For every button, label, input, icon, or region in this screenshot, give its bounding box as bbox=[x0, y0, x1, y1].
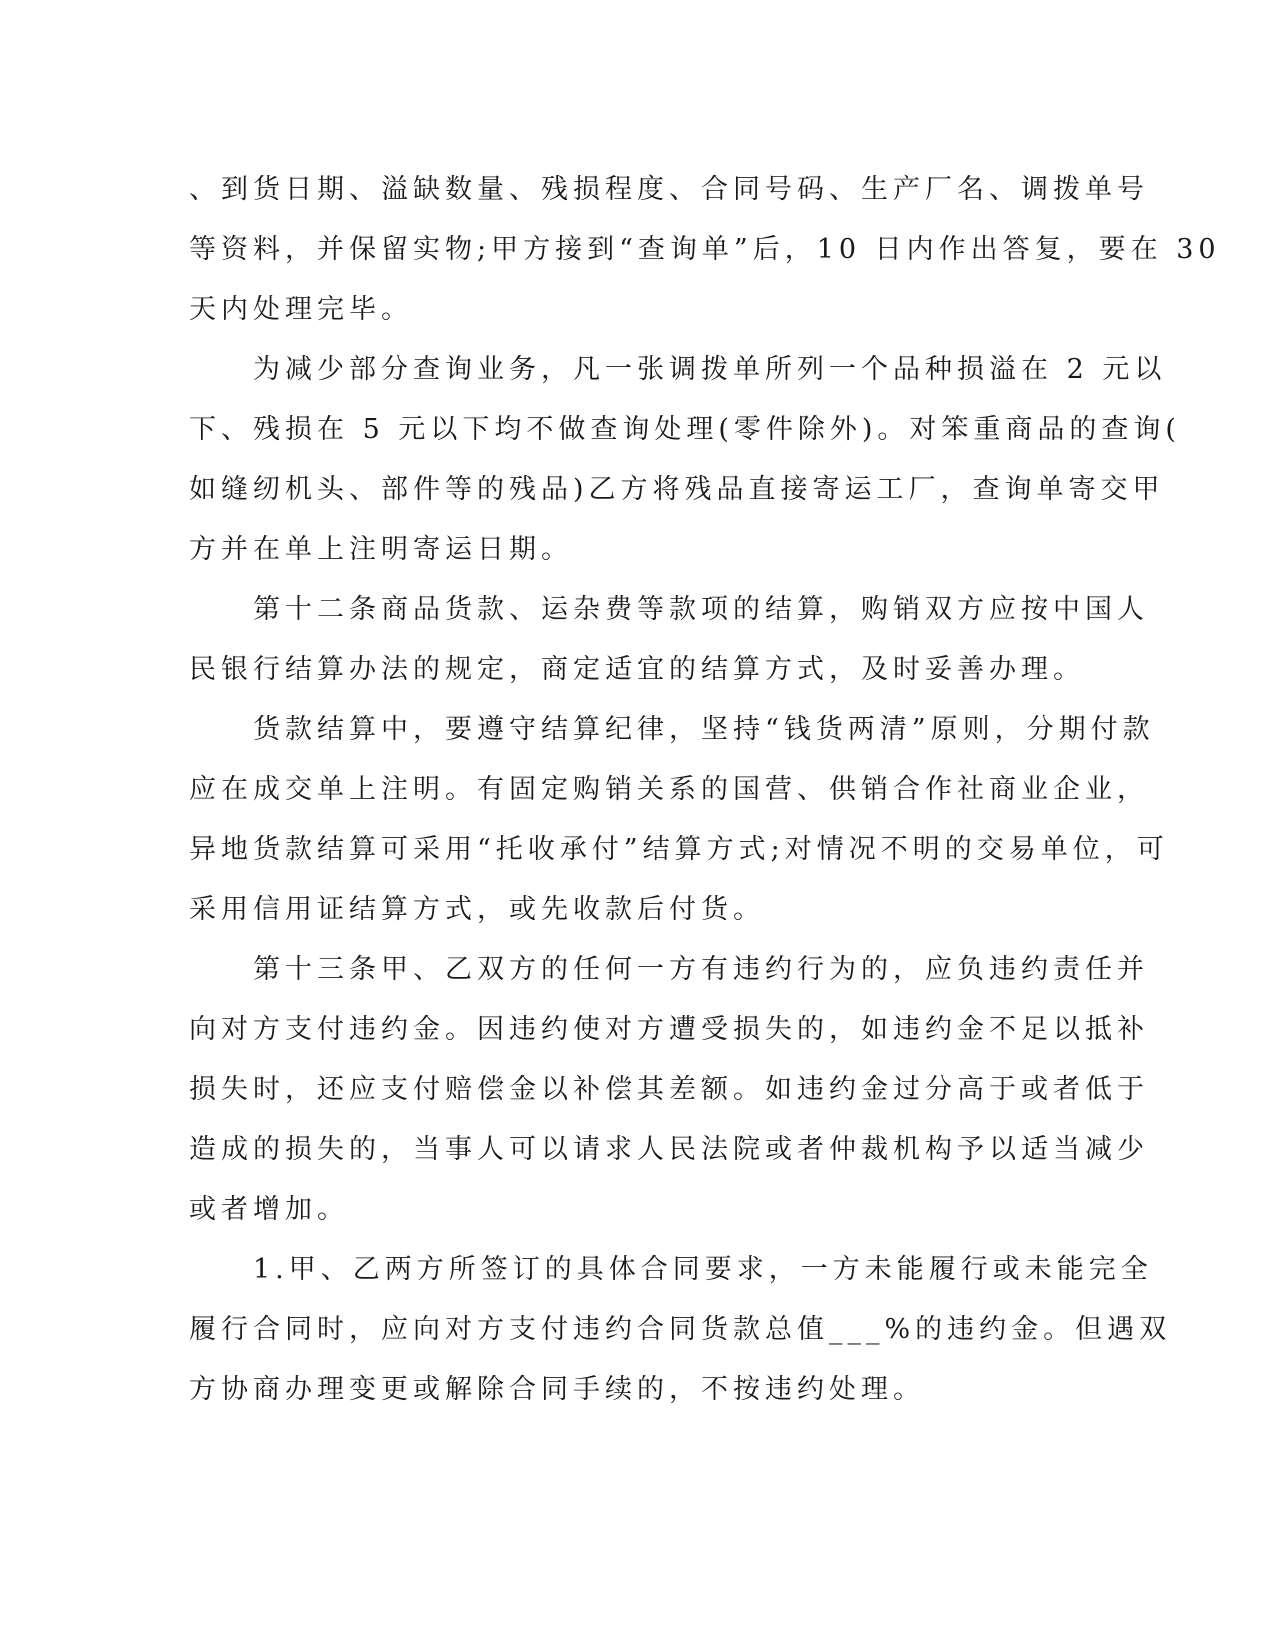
text-line: 下、残损在 5 元以下均不做查询处理(零件除外)。对笨重商品的查询( bbox=[189, 414, 1181, 445]
text-line: 或者增加。 bbox=[189, 1194, 349, 1225]
text-line: 1.甲、乙两方所签订的具体合同要求，一方未能履行或未能完全 bbox=[253, 1254, 1153, 1285]
text-line: 第十三条甲、乙双方的任何一方有违约行为的，应负违约责任并 bbox=[253, 954, 1149, 985]
document-body bbox=[189, 160, 1221, 1420]
text-line: 异地货款结算可采用“托收承付”结算方式;对情况不明的交易单位，可 bbox=[189, 834, 1169, 865]
paragraph-article-12 bbox=[189, 580, 1149, 700]
text-line: 向对方支付违约金。因违约使对方遭受损失的，如违约金不足以抵补 bbox=[189, 1014, 1149, 1045]
text-line: 为减少部分查询业务，凡一张调拨单所列一个品种损溢在 2 元以 bbox=[253, 354, 1167, 385]
text-line: 天内处理完毕。 bbox=[189, 294, 413, 325]
paragraph-inquiry-threshold bbox=[189, 340, 1181, 580]
text-line: 民银行结算办法的规定，商定适宜的结算方式，及时妥善办理。 bbox=[189, 654, 1085, 685]
text-line: 方协商办理变更或解除合同手续的，不按违约处理。 bbox=[189, 1374, 925, 1405]
text-line: 造成的损失的，当事人可以请求人民法院或者仲裁机构予以适当减少 bbox=[189, 1134, 1149, 1165]
text-line: 等资料，并保留实物;甲方接到“查询单”后，10 日内作出答复，要在 30 bbox=[189, 234, 1221, 265]
paragraph-penalty-clause-1 bbox=[189, 1240, 1172, 1420]
text-line: 方并在单上注明寄运日期。 bbox=[189, 534, 573, 565]
paragraph-article-13 bbox=[189, 940, 1149, 1240]
text-line: 货款结算中，要遵守结算纪律，坚持“钱货两清”原则，分期付款 bbox=[253, 714, 1155, 745]
text-line: 履行合同时，应向对方支付违约合同货款总值___%的违约金。但遇双 bbox=[189, 1314, 1172, 1345]
text-line: 应在成交单上注明。有固定购销关系的国营、供销合作社商业企业， bbox=[189, 774, 1149, 805]
text-line: 、到货日期、溢缺数量、残损程度、合同号码、生产厂名、调拨单号 bbox=[189, 174, 1149, 205]
text-line: 第十二条商品货款、运杂费等款项的结算，购销双方应按中国人 bbox=[253, 594, 1149, 625]
text-line: 采用信用证结算方式，或先收款后付货。 bbox=[189, 894, 765, 925]
paragraph-payment-settlement bbox=[189, 700, 1169, 940]
paragraph-inquiry-details bbox=[189, 160, 1221, 340]
text-line: 损失时，还应支付赔偿金以补偿其差额。如违约金过分高于或者低于 bbox=[189, 1074, 1149, 1105]
text-line: 如缝纫机头、部件等的残品)乙方将残品直接寄运工厂，查询单寄交甲 bbox=[189, 474, 1165, 505]
